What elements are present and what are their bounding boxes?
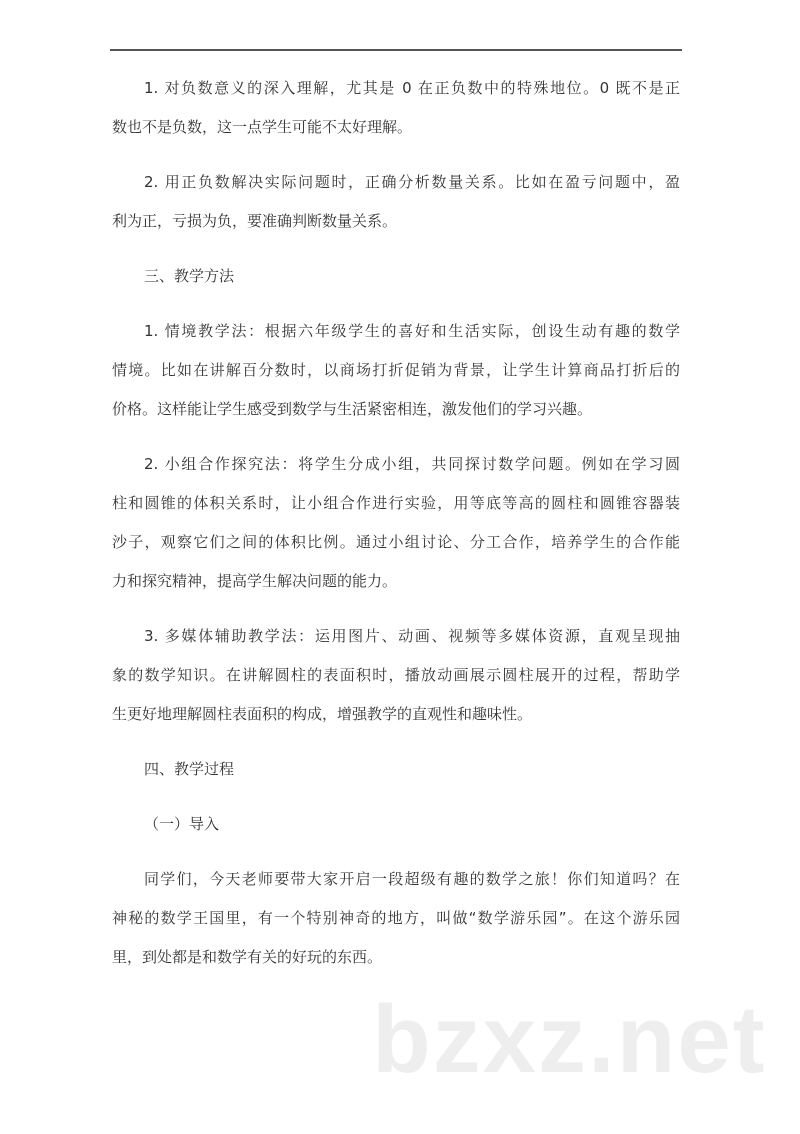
text-line: 生更好地理解圆柱表面积的构成，增强教学的直观性和趣味性。 [112, 705, 533, 723]
paragraph [112, 172, 680, 250]
text-line: 象的数学知识。在讲解圆柱的表面积时，播放动画展示圆柱展开的过程，帮助学 [112, 666, 680, 684]
header-rule [110, 49, 682, 51]
text-line: 1. 对负数意义的深入理解，尤其是 0 在正负数中的特殊地位。0 既不是正 [144, 79, 680, 97]
text-line: 3. 多媒体辅助教学法：运用图片、动画、视频等多媒体资源，直观呈现抽 [144, 627, 680, 645]
text-line: 利为正，亏损为负，要准确判断数量关系。 [112, 212, 398, 230]
text-line: 价格。这样能让学生感受到数学与生活紧密相连，激发他们的学习兴趣。 [112, 400, 593, 418]
paragraph [112, 78, 680, 156]
paragraph [112, 454, 680, 610]
text-line: （一）导入 [144, 815, 220, 833]
text-line: 沙子，观察它们之间的体积比例。通过小组讨论、分工合作，培养学生的合作能 [112, 533, 680, 551]
text-line: 里，到处都是和数学有关的好玩的东西。 [112, 948, 383, 966]
text-line: 数也不是负数，这一点学生可能不太好理解。 [112, 118, 413, 136]
paragraph [112, 869, 680, 986]
paragraph [112, 626, 680, 743]
text-line: 三、教学方法 [144, 267, 235, 285]
text-line: 同学们，今天老师要带大家开启一段超级有趣的数学之旅！你们知道吗？在 [144, 870, 680, 888]
text-line: 情境。比如在讲解百分数时，以商场打折促销为背景，让学生计算商品打折后的 [112, 361, 680, 379]
paragraph [112, 814, 680, 853]
text-line: 力和探究精神，提高学生解决问题的能力。 [112, 572, 398, 590]
paragraph [112, 266, 680, 305]
text-line: 柱和圆锥的体积关系时，让小组合作进行实验，用等底等高的圆柱和圆锥容器装 [112, 494, 680, 512]
text-line: 四、教学过程 [144, 760, 235, 778]
text-line: 2. 小组合作探究法：将学生分成小组，共同探讨数学问题。例如在学习圆 [144, 455, 680, 473]
paragraph [112, 321, 680, 438]
text-line: 2. 用正负数解决实际问题时，正确分析数量关系。比如在盈亏问题中，盈 [144, 173, 680, 191]
watermark: bzxz.net [372, 986, 767, 1093]
text-line: 1. 情境教学法：根据六年级学生的喜好和生活实际，创设生动有趣的数学 [144, 322, 680, 340]
text-line: 神秘的数学王国里，有一个特别神奇的地方，叫做“数学游乐园”。在这个游乐园 [112, 909, 680, 927]
paragraph [112, 759, 680, 798]
